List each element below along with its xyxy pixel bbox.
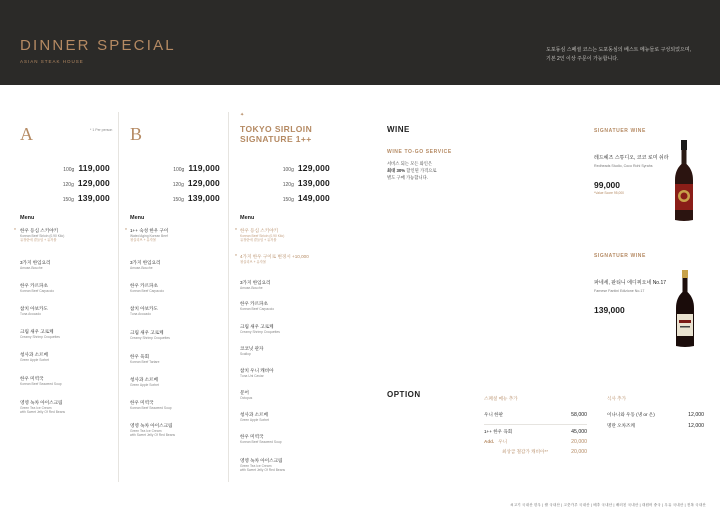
bullet-icon: * xyxy=(235,228,237,234)
item-note: 청실리브 + 유자볼 xyxy=(130,238,157,243)
item-ko: 코코넛 관자 xyxy=(240,346,264,351)
weight-label: 100g xyxy=(173,167,185,173)
item-ko: 3가지 한입요리 xyxy=(20,260,51,265)
tokyo-item-1 xyxy=(240,228,340,243)
signature-wine-name-2: 파네세, 판티니 에디찌오네 No.17 xyxy=(594,280,667,286)
price-value: 149,000 xyxy=(297,193,330,203)
item-en: Green Apple Sorbet xyxy=(130,383,159,387)
course-a-item-1 xyxy=(20,228,120,243)
item-ko: 한우 카르파초 xyxy=(130,283,158,288)
togo-line3: 별도 구매 가능합니다. xyxy=(387,175,428,180)
signature-wine-price-2: 139,000 xyxy=(594,305,625,315)
item-en: Korean Beef Seaweed Soup xyxy=(240,440,282,444)
course-b-item-2 xyxy=(130,260,230,270)
item-ko: 문어 xyxy=(240,390,249,395)
item-ko: 한우 등심 스키야키 xyxy=(240,228,279,233)
item-ko: 4가지 한우 구이로 변경시 +10,000 xyxy=(240,254,309,259)
item-en: Korean Beef Sirloin (0.90 Kilo) xyxy=(20,234,65,238)
course-b-item-7 xyxy=(130,377,230,387)
weight-label: 150g xyxy=(172,197,184,203)
option-section-title: OPTION xyxy=(387,390,421,399)
course-a-item-5 xyxy=(20,329,120,339)
item-en: Scallop xyxy=(240,352,251,356)
signature-wine-sub-1: Redheads Studio, Coco Rohi Syrahs xyxy=(594,164,653,168)
item-en: Creamy Shrimp Croquettes xyxy=(20,335,60,339)
course-b-item-1 xyxy=(130,228,230,243)
weight-label: 120g xyxy=(62,182,74,188)
tokyo-price-100 xyxy=(240,158,330,173)
item-en: Korean Beef Sirloin (0.90 Kilo) xyxy=(240,234,285,238)
weight-label: 100g xyxy=(282,167,294,173)
item-en: Tuna Uni Caviar xyxy=(240,374,264,378)
course-a-item-3 xyxy=(20,283,120,293)
option-price: 12,000 xyxy=(688,412,704,418)
price-value: 139,000 xyxy=(77,193,110,203)
item-ko: 한우 미역국 xyxy=(130,400,154,405)
course-b-item-4 xyxy=(130,306,230,316)
course-b-item-6 xyxy=(130,354,230,364)
course-b-letter: B xyxy=(130,124,143,144)
page-title: DINNER SPECIAL xyxy=(20,37,176,54)
item-en: Korean Beef Carpaccio xyxy=(130,289,165,293)
signature-wine-note-1: *Value Score 95,000 xyxy=(594,191,624,195)
item-en: Tuna Avocado xyxy=(130,312,151,316)
option-row-caviar xyxy=(484,449,587,457)
item-ko: 청사과 소르베 xyxy=(20,352,48,357)
item-en2: with Sweet Jelly Of Red Beans xyxy=(20,410,66,415)
item-ko: 3가지 한입요리 xyxy=(240,280,271,285)
item-en: Creamy Shrimp Croquettes xyxy=(130,336,170,340)
item-ko: 영영 녹차 아이스크림 xyxy=(240,458,283,463)
add-label: Add. xyxy=(484,439,495,444)
item-en: Korean Beef Seaweed Soup xyxy=(20,382,62,386)
item-ko: 청사과 소르베 xyxy=(130,377,158,382)
option-price: 45,000 xyxy=(571,429,587,435)
item-ko: 한우 미역국 xyxy=(20,376,44,381)
tokyo-item-7 xyxy=(240,368,340,378)
course-b-item-5 xyxy=(130,330,230,340)
price-value: 119,000 xyxy=(78,163,110,173)
item-ko: 크림 새우 고로케 xyxy=(130,330,164,335)
weight-label: 100g xyxy=(63,167,75,173)
wine-togo-label: WINE TO-GO SERVICE xyxy=(387,149,452,155)
weight-label: 150g xyxy=(62,197,74,203)
course-a-price-150 xyxy=(20,188,110,203)
price-value: 129,000 xyxy=(187,178,220,188)
tokyo-title xyxy=(240,124,312,144)
togo-line2 xyxy=(387,167,437,174)
option-name: 우니 한판 xyxy=(484,412,504,417)
signature-wine-sub-2: Farnese Fantini Edizione No.17 xyxy=(594,289,645,293)
course-b-price-120 xyxy=(130,173,220,188)
per-person-note: * 1 Per person xyxy=(90,128,113,132)
item-en: Green Tea Ice Cream xyxy=(240,464,272,468)
tokyo-title-line1: TOKYO SIRLOIN xyxy=(240,124,313,134)
course-b-item-9 xyxy=(130,423,230,438)
option-price: 20,000 xyxy=(571,449,587,455)
star-icon: ✦ xyxy=(240,112,245,118)
option-row-yukhoe xyxy=(484,429,587,437)
tokyo-item-4 xyxy=(240,301,340,311)
wine-section-title: WINE xyxy=(387,125,410,134)
header-desc-line2: 기본 2인 이상 주문이 가능합니다. xyxy=(546,56,619,62)
item-en: Amuse-Bouche xyxy=(240,286,263,290)
option-row-uni xyxy=(484,412,587,420)
tokyo-item-11 xyxy=(240,458,340,473)
weight-label: 150g xyxy=(282,197,294,203)
item-ko: 3가지 한입요리 xyxy=(130,260,161,265)
option-meal-label: 식사 추가 xyxy=(607,396,627,401)
item-en: Amuse-Bouche xyxy=(130,266,153,270)
course-a-item-4 xyxy=(20,306,120,316)
header-description xyxy=(546,46,691,64)
item-ko: 크림 새우 고로케 xyxy=(240,324,274,329)
wine-bottle-1-icon xyxy=(672,140,696,222)
item-note: 유정란에 곁들임 + 유자볼 xyxy=(20,238,57,243)
page-subtitle: ASIAN STEAK HOUSE xyxy=(20,59,84,64)
option-price: 58,000 xyxy=(571,412,587,418)
course-a-item-2 xyxy=(20,260,120,270)
course-a-price-120 xyxy=(20,173,110,188)
tokyo-price-150 xyxy=(240,188,330,203)
item-en: Octopus xyxy=(240,396,253,400)
header-banner xyxy=(0,0,720,85)
option-price: 12,000 xyxy=(688,423,704,429)
course-a-menu-title: Menu xyxy=(20,215,35,221)
course-b-menu-title: Menu xyxy=(130,215,145,221)
item-ko: 크림 새우 고로케 xyxy=(20,329,54,334)
header-desc-line1: 도포동심 스페셜 코스는 도포동심의 베스트 메뉴들로 구성되었으며, xyxy=(546,47,691,53)
option-row-ochazuke xyxy=(607,423,704,431)
price-value: 129,000 xyxy=(297,163,330,173)
bullet-icon: * xyxy=(235,254,237,260)
origin-footer: 쇠고기 국내산 한우 | 쌀 국내산 | 고춧가루 국내산 | 배추 국내산 | 배러친 국내산 | 대원어 중국 | 우유 국내산 | 전복 국내산 xyxy=(510,503,706,507)
option-name: 명란 오차즈케 xyxy=(607,423,635,428)
course-b-item-8 xyxy=(130,400,230,410)
option-row-udon xyxy=(607,412,704,420)
tokyo-title-line2: SIGNATURE 1++ xyxy=(240,134,312,144)
option-name: 우니 xyxy=(498,439,508,444)
option-name: 이나니와 우동 (냉 or 온) xyxy=(607,412,655,417)
bullet-icon: * xyxy=(14,228,16,234)
option-divider xyxy=(484,424,587,425)
item-ko: 한우 등심 스키야키 xyxy=(20,228,59,233)
tokyo-item-5 xyxy=(240,324,340,334)
item-en: Amuse-Bouche xyxy=(20,266,43,270)
item-en: Green Apple Sorbet xyxy=(240,418,269,422)
item-en: Green Tea Ice Cream xyxy=(20,406,52,410)
tokyo-item-8 xyxy=(240,390,340,400)
togo-line2-rest: 할인된 가격으로 xyxy=(405,168,437,173)
item-en: Korean Beef Seaweed Soup xyxy=(130,406,172,410)
togo-line1: 서비스 되는 모든 와인은 xyxy=(387,161,433,166)
item-ko: 한우 미역국 xyxy=(240,434,264,439)
item-ko: 한우 카르파초 xyxy=(20,283,48,288)
course-b-price-100 xyxy=(130,158,220,173)
option-special-label: 스페셜 메뉴 추가 xyxy=(484,396,518,401)
item-en: Green Tea Ice Cream xyxy=(130,429,162,433)
item-ko: 한우 육회 xyxy=(130,354,150,359)
wine-togo-text xyxy=(387,160,437,181)
item-note: 유정란에 곁들임 + 유자볼 xyxy=(240,238,277,243)
tokyo-item-10 xyxy=(240,434,340,444)
course-a-item-7 xyxy=(20,376,120,386)
item-ko: 참치 우니 캐비아 xyxy=(240,368,274,373)
item-en: Tuna Avocado xyxy=(20,312,41,316)
price-value: 129,000 xyxy=(77,178,110,188)
signature-wine-price-1: 99,000 xyxy=(594,180,620,190)
signature-wine-name-1: 레드헤즈 스튜디오, 코코 로미 쉬라 xyxy=(594,155,669,161)
option-price: 20,000 xyxy=(571,439,587,445)
item-en: Korean Beef Tartare xyxy=(130,360,160,364)
tokyo-price-120 xyxy=(240,173,330,188)
course-a-price-100 xyxy=(20,158,110,173)
item-ko: 영영 녹차 아이스크림 xyxy=(130,423,173,428)
tokyo-item-6 xyxy=(240,346,340,356)
item-note: 청실리브 + 유자볼 xyxy=(240,260,267,264)
item-ko: 영영 녹차 아이스크림 xyxy=(20,400,63,405)
weight-label: 120g xyxy=(282,182,294,188)
course-b-item-3 xyxy=(130,283,230,293)
course-b-price-150 xyxy=(130,188,220,203)
bullet-icon: * xyxy=(125,228,127,234)
item-en2: with Sweet Jelly Of Red Beans xyxy=(240,468,286,473)
divider-a-b xyxy=(118,112,119,482)
tokyo-menu-title: Menu xyxy=(240,215,255,221)
item-en2: with Sweet Jelly Of Red Beans xyxy=(130,433,176,438)
tokyo-item-3 xyxy=(240,280,340,290)
item-en: Korean Beef Carpaccio xyxy=(240,307,275,311)
course-a-letter: A xyxy=(20,124,33,144)
weight-label: 120g xyxy=(172,182,184,188)
tokyo-item-9 xyxy=(240,412,340,422)
signature-wine-label-2: SIGNATUER WINE xyxy=(594,253,646,259)
item-ko: 참치 아보카도 xyxy=(20,306,48,311)
option-name: 최상급 철갑가 캐비아** xyxy=(502,449,549,454)
item-en: Green Apple Sorbet xyxy=(20,358,49,362)
price-value: 139,000 xyxy=(187,193,220,203)
item-en: Wated Aging Korean Beef xyxy=(130,234,168,238)
item-en: Korean Beef Carpaccio xyxy=(20,289,55,293)
price-value: 139,000 xyxy=(297,178,330,188)
signature-wine-label-1: SIGNATUER WINE xyxy=(594,128,646,134)
price-value: 119,000 xyxy=(188,163,220,173)
tokyo-item-2 xyxy=(240,254,340,264)
item-en: Creamy Shrimp Croquettes xyxy=(240,330,280,334)
item-ko: 참치 아보카도 xyxy=(130,306,158,311)
item-ko: 한우 카르파초 xyxy=(240,301,268,306)
item-ko: 1++ 숙성 한우 구이 xyxy=(130,228,169,233)
item-ko: 청사과 소르베 xyxy=(240,412,268,417)
option-row-add-uni xyxy=(484,439,587,447)
wine-bottle-2-icon xyxy=(674,270,696,348)
option-name: 1++ 한우 육회 xyxy=(484,429,513,434)
course-a-item-6 xyxy=(20,352,120,362)
togo-discount: 최대 30% xyxy=(387,168,406,173)
course-a-item-8 xyxy=(20,400,120,415)
